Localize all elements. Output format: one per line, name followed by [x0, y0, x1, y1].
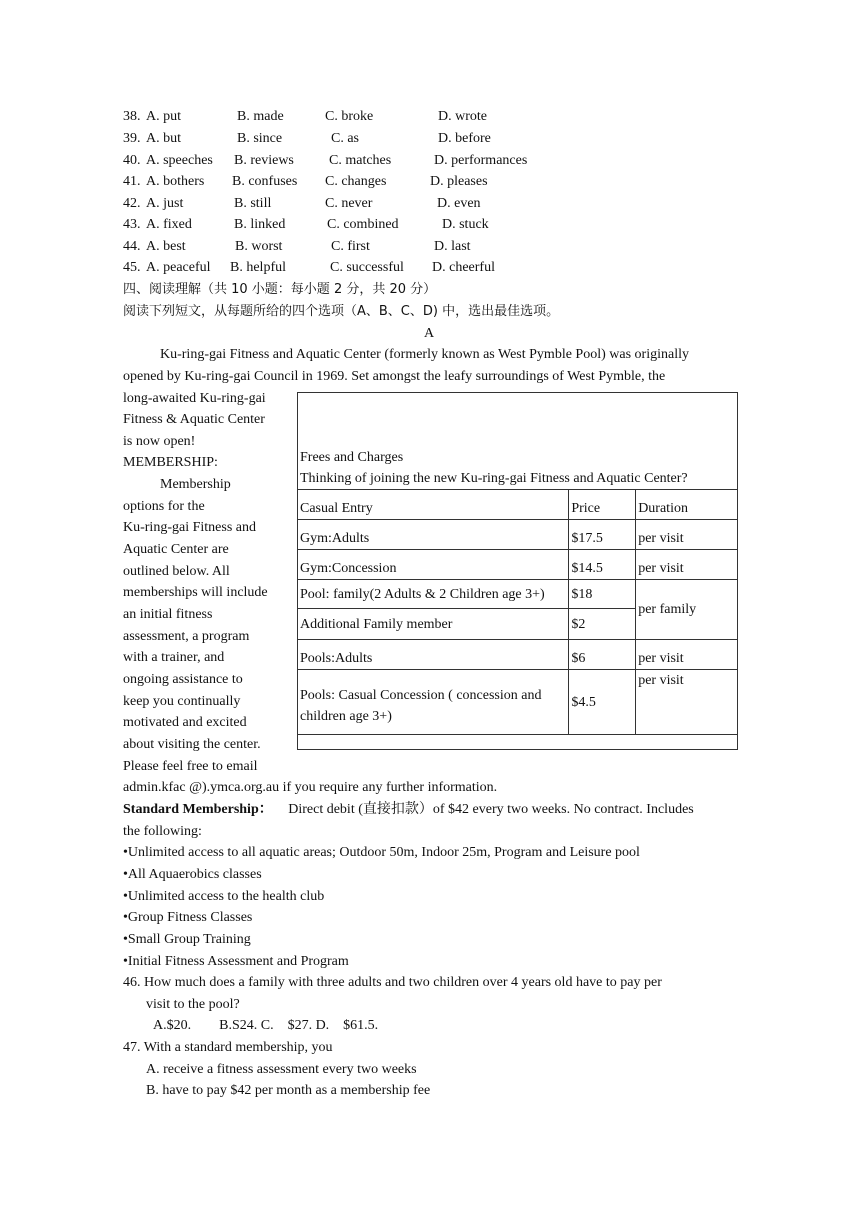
option-b: B. made [237, 109, 284, 124]
column-line: ongoing assistance to [123, 672, 243, 687]
table-subheading: Thinking of joining the new Ku-ring-gai Fitness and Aquatic Center? [300, 471, 688, 486]
cell-price: $6 [569, 640, 636, 670]
question-46-stem-2: visit to the pool? [146, 997, 240, 1012]
column-line: Please feel free to email [123, 759, 258, 774]
question-number: 39. [123, 131, 141, 146]
option-b: B. since [237, 131, 283, 146]
standard-membership-label: Standard Membership： [123, 802, 273, 817]
list-item: •All Aquaerobics classes [123, 867, 262, 882]
intro-line: Ku-ring-gai Fitness and Aquatic Center (formerly known as West Pymble Pool) was originally [160, 347, 689, 362]
cell-price: $2 [569, 609, 636, 640]
question-46-options: A.$20. B.S24. C. $27. D. $61.5. [153, 1018, 379, 1033]
option-a: A. put [146, 109, 181, 124]
standard-membership-text-2: the following: [123, 824, 202, 839]
column-header-price: Price [569, 490, 636, 520]
column-line: Aquatic Center are [123, 542, 229, 557]
cell-price: $4.5 [569, 670, 636, 735]
option-c: C. matches [329, 153, 392, 168]
option-b: B. linked [234, 217, 286, 232]
option-b: B. helpful [230, 260, 286, 275]
option-b: B. worst [235, 239, 283, 254]
cell-entry: Additional Family member [298, 609, 569, 640]
option-a: A. bothers [146, 174, 205, 189]
cell-duration: per family [636, 580, 738, 640]
option-c: C. first [331, 239, 370, 254]
membership-heading: MEMBERSHIP: [123, 455, 218, 470]
passage-label: A [424, 326, 435, 341]
cell-entry: Gym:Concession [298, 550, 569, 580]
option-c: C. changes [325, 174, 387, 189]
option-d: D. cheerful [432, 260, 495, 275]
cell-price: $17.5 [569, 520, 636, 550]
cell-entry: Pools: Casual Concession ( concession and children age 3+) [298, 670, 569, 735]
option-c: C. as [331, 131, 359, 146]
table-row [298, 640, 738, 670]
table-row [298, 520, 738, 550]
cell-duration: per visit [636, 550, 738, 580]
section-instruction: 阅读下列短文，从每题所给的四个选项（A、B、C、D) 中，选出最佳选项。 [123, 304, 560, 319]
question-number: 42. [123, 196, 141, 211]
column-line: long-awaited Ku-ring-gai [123, 391, 266, 406]
list-item: •Group Fitness Classes [123, 910, 253, 925]
column-line: about visiting the center. [123, 737, 261, 752]
list-item: •Unlimited access to all aquatic areas; Outdoor 50m, Indoor 25m, Program and Leisure pool [123, 845, 640, 860]
question-number: 41. [123, 174, 141, 189]
question-number: 43. [123, 217, 141, 232]
option-d: D. last [434, 239, 471, 254]
option-a: A. but [146, 131, 181, 146]
question-47-option-a: A. receive a fitness assessment every two weeks [146, 1062, 417, 1077]
standard-membership-text: Direct debit (直接扣款）of $42 every two weeks. No contract. Includes [288, 802, 694, 817]
option-d: D. stuck [442, 217, 489, 232]
question-number: 44. [123, 239, 141, 254]
option-c: C. never [325, 196, 373, 211]
option-a: A. peaceful [146, 260, 211, 275]
column-header-entry: Casual Entry [298, 490, 569, 520]
cell-price: $18 [569, 580, 636, 609]
list-item: •Initial Fitness Assessment and Program [123, 954, 349, 969]
table-heading: Frees and Charges [300, 450, 404, 465]
fees-table [297, 392, 738, 750]
section-heading: 四、阅读理解（共 10 小题：每小题 2 分，共 20 分） [123, 282, 437, 297]
list-item: •Unlimited access to the health club [123, 889, 325, 904]
question-number: 45. [123, 260, 141, 275]
column-line: Fitness & Aquatic Center [123, 412, 265, 427]
cell-entry: Gym:Adults [298, 520, 569, 550]
option-d: D. performances [434, 153, 528, 168]
intro-line: opened by Ku-ring-gai Council in 1969. Set amongst the leafy surroundings of West Pymble, the [123, 369, 666, 384]
email-line: admin.kfac @).ymca.org.au if you require any further information. [123, 780, 498, 795]
column-line: memberships will include [123, 585, 268, 600]
column-line: is now open! [123, 434, 196, 449]
option-b: B. reviews [234, 153, 294, 168]
option-c: C. broke [325, 109, 374, 124]
cell-entry: Pool: family(2 Adults & 2 Children age 3+) [298, 580, 569, 609]
column-line: Membership [160, 477, 231, 492]
column-line: motivated and excited [123, 715, 247, 730]
column-line: options for the [123, 499, 205, 514]
option-d: D. even [437, 196, 481, 211]
column-header-duration: Duration [636, 490, 738, 520]
option-d: D. pleases [430, 174, 488, 189]
column-line: outlined below. All [123, 564, 230, 579]
question-number: 40. [123, 153, 141, 168]
table-row [298, 550, 738, 580]
option-a: A. best [146, 239, 186, 254]
cell-duration: per visit [636, 670, 738, 735]
option-d: D. wrote [438, 109, 487, 124]
column-line: keep you continually [123, 694, 241, 709]
cell-duration: per visit [636, 520, 738, 550]
option-a: A. speeches [146, 153, 213, 168]
option-a: A. fixed [146, 217, 192, 232]
option-b: B. still [234, 196, 272, 211]
column-line: with a trainer, and [123, 650, 225, 665]
question-47-stem: 47. With a standard membership, you [123, 1040, 333, 1055]
option-c: C. successful [330, 260, 404, 275]
option-a: A. just [146, 196, 184, 211]
table-header-row [298, 490, 738, 520]
question-46-stem: 46. How much does a family with three adults and two children over 4 years old have to pay per [123, 975, 662, 990]
option-d: D. before [438, 131, 491, 146]
table-row [298, 670, 738, 735]
table-empty-row [298, 735, 738, 750]
option-c: C. combined [327, 217, 399, 232]
question-47-option-b: B. have to pay $42 per month as a membership fee [146, 1083, 431, 1098]
option-b: B. confuses [232, 174, 298, 189]
column-line: an initial fitness [123, 607, 213, 622]
standard-membership-line [123, 800, 694, 820]
question-number: 38. [123, 109, 141, 124]
table-row [298, 580, 738, 609]
cell-price: $14.5 [569, 550, 636, 580]
cell-duration: per visit [636, 640, 738, 670]
column-line: assessment, a program [123, 629, 250, 644]
column-line: Ku-ring-gai Fitness and [123, 520, 256, 535]
list-item: •Small Group Training [123, 932, 251, 947]
table-heading-row [298, 393, 738, 490]
cell-entry: Pools:Adults [298, 640, 569, 670]
